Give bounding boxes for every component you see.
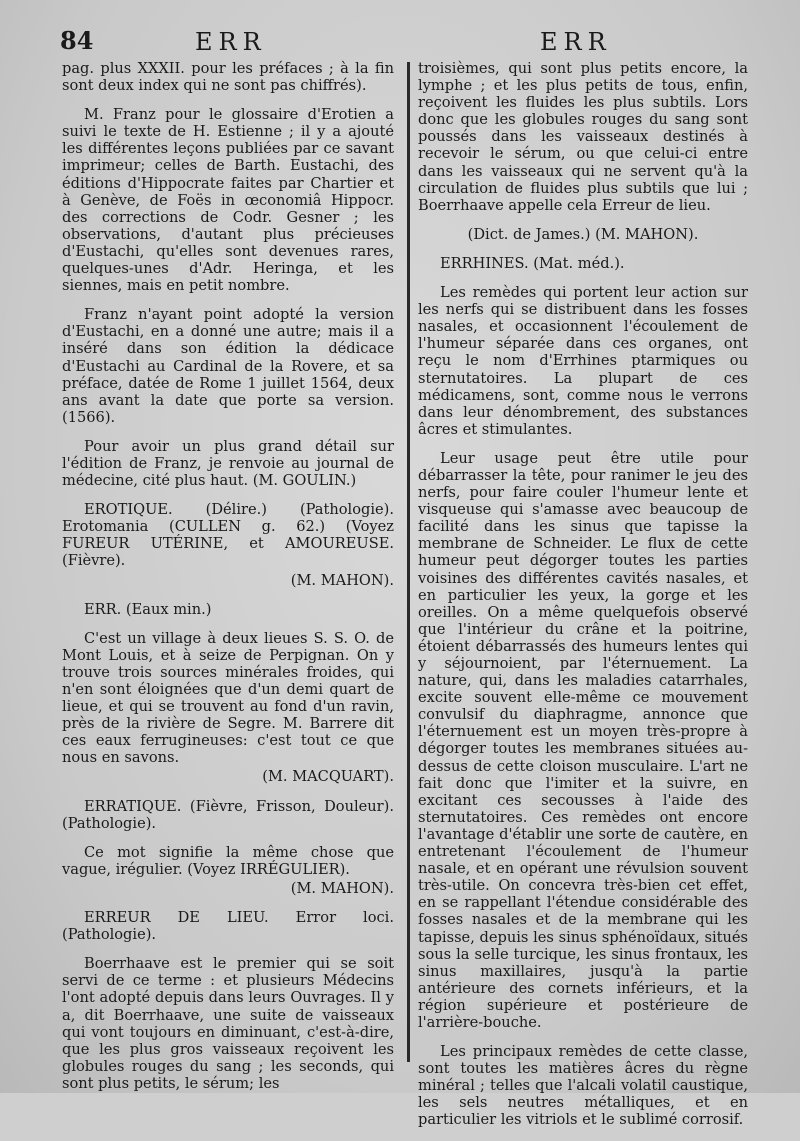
column-divider xyxy=(407,62,410,1062)
paragraph: Pour avoir un plus grand détail sur l'édition de Franz, je renvoie au journal de médecine, cité plus haut. (M. GOULIN.) xyxy=(62,437,394,490)
running-head-right: ERR xyxy=(540,28,612,56)
entry-heading-erratique: ERRATIQUE. (Fièvre, Frisson, Douleur). (Pathologie). xyxy=(62,797,394,832)
paragraph: pag. plus XXXII. pour les préfaces ; à la fin sont deux index qui ne sont pas chiffrés). xyxy=(62,60,394,95)
left-column xyxy=(62,60,394,1104)
paragraph: troisièmes, qui sont plus petits encore, la lymphe ; et les plus petits de tous, enfin, reçoivent les fluides les plus subtils. Lors donc que les globules rouges du sang sont poussés dans les vaisseaux destinés à recevoir le sérum, ou que celui-ci entre dans les vaisseaux qui ne servent qu'à la circulation de fluides plus subtils que lui ; Boerrhaave appelle cela Erreur de lieu. xyxy=(418,60,748,214)
right-column xyxy=(418,60,748,1141)
running-head-left: ERR xyxy=(195,28,267,56)
paragraph: Boerrhaave est le premier qui se soit servi de ce terme : et plusieurs Médecins l'ont adopté depuis dans leurs Ouvrages. Il y a, dit Boerrhaave, une suite de vaisseaux qui vont toujours en diminuant, c'est-à-dire, que les plus gros vaisseaux reçoivent les globules rouges du sang ; les seconds, qui sont plus petits, le sérum; les xyxy=(62,955,394,1092)
paragraph: C'est un village à deux lieues S. S. O. de Mont Louis, et à seize de Perpignan. On y trouve trois sources minérales froides, qui n'en sont éloignées que d'un demi quart de lieue, et qui se trouvent au fond d'un ravin, près de la rivière de Segre. M. Barrere dit ces eaux ferrugineuses: c'est tout ce que nous en savons. xyxy=(62,629,394,767)
running-header xyxy=(60,26,740,56)
author-signature: (M. MAHON). xyxy=(290,571,394,589)
entry-heading-err: ERR. (Eaux min.) xyxy=(84,600,212,618)
paragraph: Franz n'ayant point adopté la version d'Eustachi, en a donné une autre; mais il a inséré dans son édition la dédicace d'Eustachi au Cardinal de la Rovere, et sa préface, datée de Rome 1 juillet 1564, deux ans avant la date que porte sa version. (1566). xyxy=(62,306,394,426)
paragraph: Leur usage peut être utile pour débarrasser la tête, pour ranimer le jeu des nerfs, pour faire couler l'humeur lente et visqueuse qui s'amasse avec beaucoup de facilité dans les sinus que tapisse la membrane de Schneider. Le flux de cette humeur peut dégorger toutes les parties voisines des différentes cavités nasales, et en particulier les yeux, la gorge et les oreilles. On a même quelquefois observé que l'intérieur du crâne et la poitrine, étoient débarrassés des humeurs lentes qui y séjournoient, par l'éternuement. La nature, qui, dans les maladies catarrhales, excite souvent elle-même ce mouvement convulsif du diaphragme, annonce que l'éternuement est un moyen très-propre à dégorger toutes les membranes situées au-dessus de cette cloison musculaire. L'art ne fait donc que l'imiter et la suivre, en excitant ces secousses à l'aide des sternutatoires. Ces remèdes ont encore l'avantage d'établir une sorte de cautère, en entretenant l'écoulement de l'humeur nasale, et en opérant une révulsion souvent très-utile. On concevra très-bien cet effet, en se rappellant l'étendue considérable des fosses nasales et de la membrane qui les tapisse, depuis les sinus sphénoïdaux, situés sous la selle turcique, les sinus frontaux, les sinus maxillaires, jusqu'à la partie antérieure des cornets inférieurs, et la région supérieure et postérieure de l'arrière-bouche. xyxy=(418,449,748,1031)
entry-heading-errhines: ERRHINES. (Mat. méd.). xyxy=(440,254,625,272)
paragraph: Les principaux remèdes de cette classe, sont toutes les matières âcres du règne minéral ; telles que l'alcali volatil caustique, les sels neutres métalliques, et en particulier les vitriols et le sublimé corrosif. xyxy=(418,1043,748,1129)
entry-heading-erotique: EROTIQUE. (Délire.) (Pathologie). Erotomania (CULLEN g. 62.) (Voyez FUREUR UTÉRINE, et AMOUREUSE. (Fièvre). xyxy=(62,501,394,570)
paragraph: M. Franz pour le glossaire d'Erotien a suivi le texte de H. Estienne ; il y a ajouté les différentes leçons publiées par ce savant imprimeur; celles de Barth. Eustachi, des éditions d'Hippocrate faites par Chartier et à Genève, de Foës in œconomiâ Hippocr. des corrections de Codr. Gesner ; les observations, d'autant plus précieuses d'Eustachi, qu'elles sont devenues rares, quelques-unes d'Adr. Heringa, et les siennes, mais en petit nombre. xyxy=(62,106,394,295)
page-number: 84 xyxy=(60,26,94,55)
author-signature: (M. MAHON). xyxy=(290,879,394,897)
entry-heading-erreur-de-lieu: ERREUR DE LIEU. Error loci. (Pathologie). xyxy=(62,909,394,944)
author-signature: (Dict. de James.) (M. MAHON). xyxy=(467,225,699,243)
paragraph: Les remèdes qui portent leur action sur les nerfs qui se distribuent dans les fosses nasales, et occasionnent l'écoulement de l'humeur séparée dans ces organes, ont reçu le nom d'Errhines ptarmiques ou sternutatoires. La plupart de ces médicamens, sont, comme nous le verrons dans leur dénombrement, des substances âcres et stimulantes. xyxy=(418,284,748,438)
author-signature: (M. MACQUART). xyxy=(262,768,394,786)
paragraph: Ce mot signifie la même chose que vague, irégulier. (Voyez IRRÉGULIER). xyxy=(62,843,394,878)
